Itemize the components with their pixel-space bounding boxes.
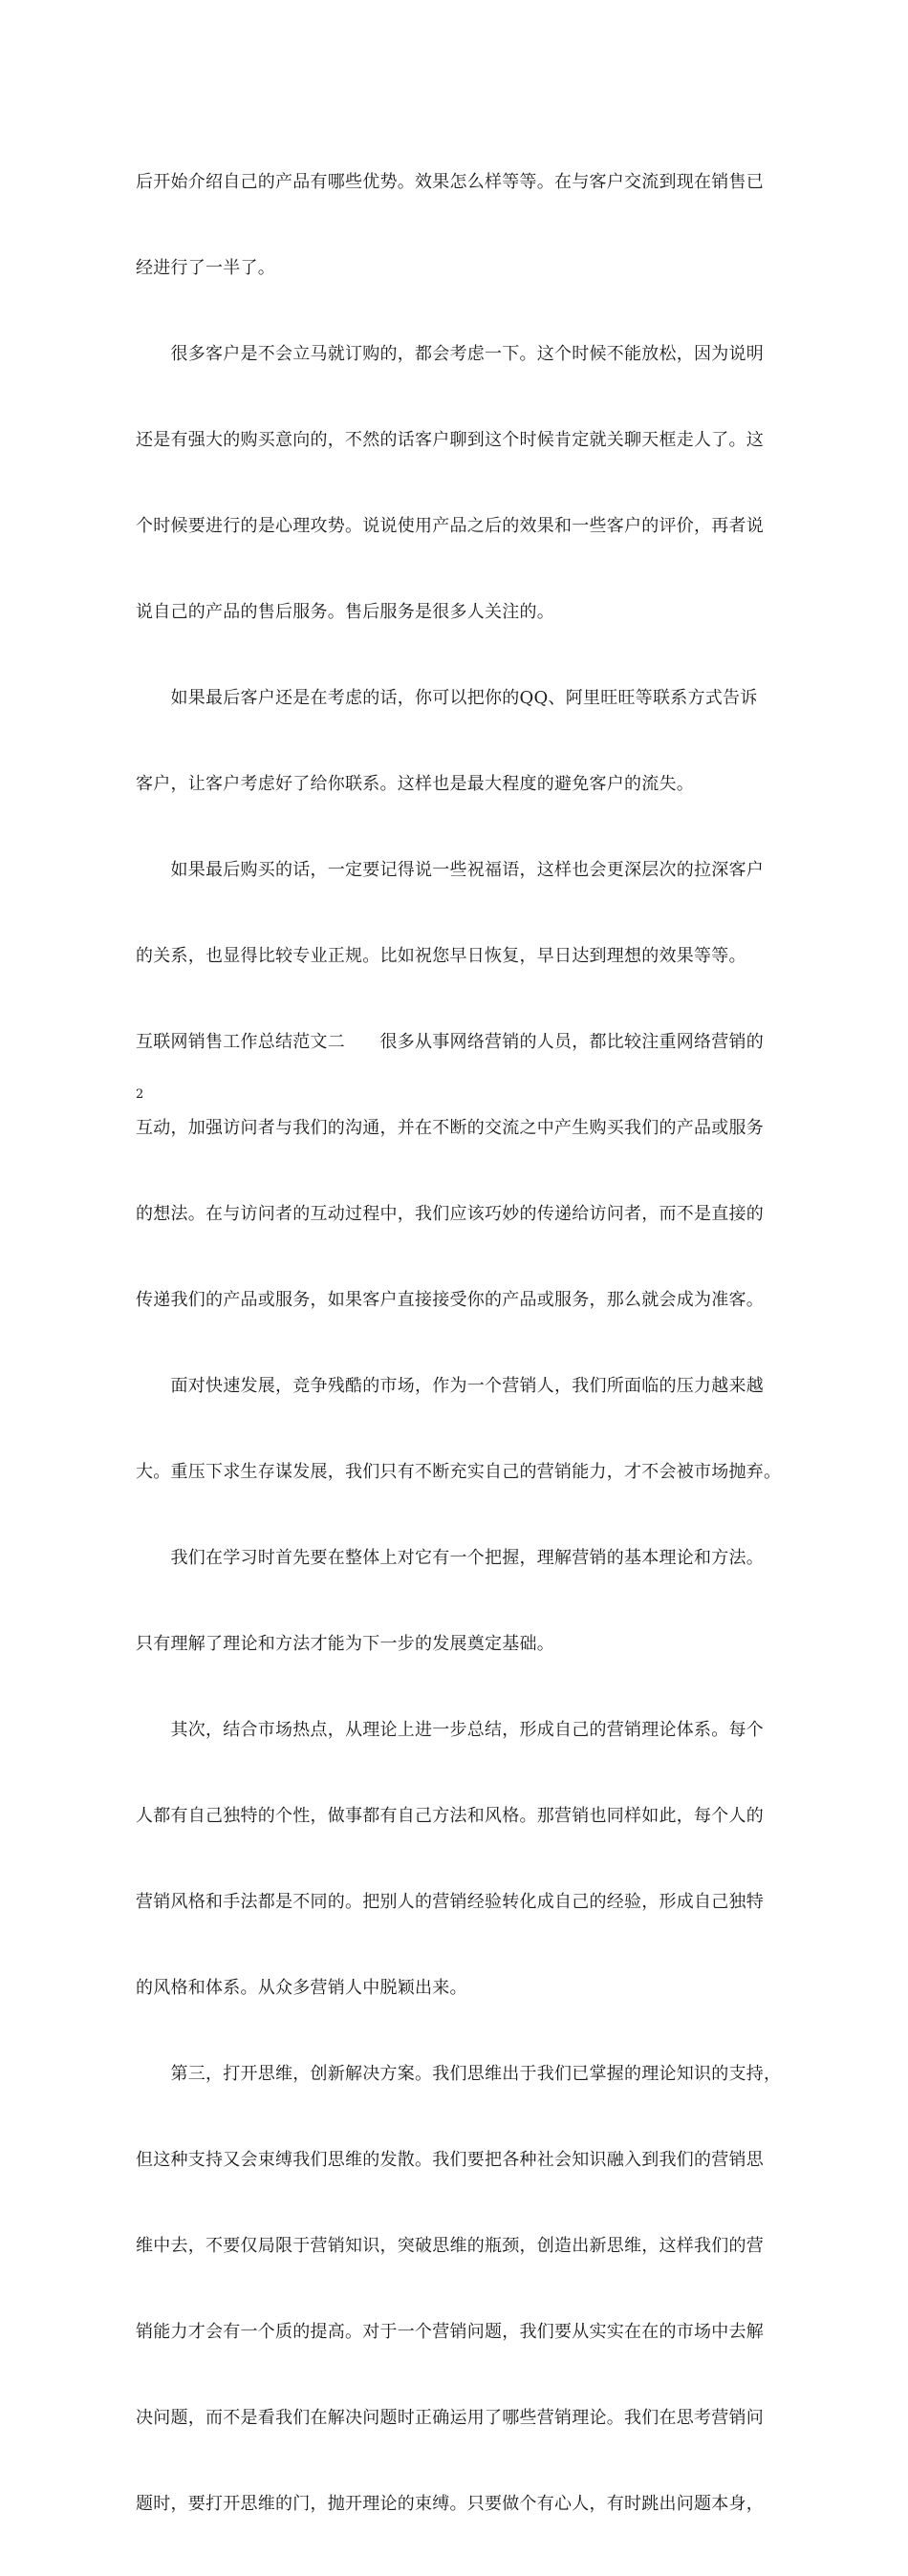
text-line: 但这种支持又会束缚我们思维的发散。我们要把各种社会知识融入到我们的营销思: [136, 2150, 764, 2170]
text-line: 其次，结合市场热点，从理论上进一步总结，形成自己的营销理论体系。每个: [136, 1720, 764, 1740]
text-block: [136, 111, 782, 2576]
text-line: 题时，要打开思维的门，抛开理论的束缚。只要做个有心人，有时跳出问题本身，: [136, 2494, 764, 2514]
text-line: 营销风格和手法都是不同的。把别人的营销经验转化成自己的经验，形成自己独特: [136, 1892, 764, 1912]
text-line: 传递我们的产品或服务，如果客户直接接受你的产品或服务，那么就会成为准客。: [136, 1290, 764, 1310]
body-text: [136, 111, 782, 2576]
text-line: 客户，让客户考虑好了给你联系。这样也是最大程度的避免客户的流失。: [136, 774, 694, 794]
text-line: 如果最后购买的话，一定要记得说一些祝福语，这样也会更深层次的拉深客户: [136, 860, 764, 880]
text-line: 第三，打开思维，创新解决方案。我们思维出于我们已掌握的理论知识的支持，: [136, 2064, 782, 2084]
text-line: 很多客户是不会立马就订购的，都会考虑一下。这个时候不能放松，因为说明: [136, 344, 764, 364]
text-line: 人都有自己独特的个性，做事都有自己方法和风格。那营销也同样如此，每个人的: [136, 1806, 764, 1826]
text-line: 个时候要进行的是心理攻势。说说使用产品之后的效果和一些客户的评价，再者说: [136, 516, 764, 536]
text-line: 的风格和体系。从众多营销人中脱颖出来。: [136, 1978, 467, 1998]
text-line: 互动，加强访问者与我们的沟通，并在不断的交流之中产生购买我们的产品或服务: [136, 1118, 764, 1138]
text-line: 说自己的产品的售后服务。售后服务是很多人关注的。: [136, 602, 554, 622]
section-heading-line: 互联网销售工作总结范文二 很多从事网络营销的人员，都比较注重网络营销的: [136, 1032, 764, 1052]
text-line: 只有理解了理论和方法才能为下一步的发展奠定基础。: [136, 1634, 554, 1654]
text-line: 决问题，而不是看我们在解决问题时正确运用了哪些营销理论。我们在思考营销问: [136, 2408, 764, 2428]
text-line: 如果最后客户还是在考虑的话，你可以把你的QQ、阿里旺旺等联系方式告诉: [136, 688, 758, 708]
text-line: 大。重压下求生存谋发展，我们只有不断充实自己的营销能力，才不会被市场抛弃。: [136, 1462, 782, 1482]
text-line: 面对快速发展，竞争残酷的市场，作为一个营销人，我们所面临的压力越来越: [136, 1376, 764, 1396]
text-line: 经进行了一半了。: [136, 258, 275, 278]
text-line: 的关系，也显得比较专业正规。比如祝您早日恢复，早日达到理想的效果等等。: [136, 946, 746, 966]
text-line: 后开始介绍自己的产品有哪些优势。效果怎么样等等。在与客户交流到现在销售已: [136, 172, 764, 192]
text-line: 我们在学习时首先要在整体上对它有一个把握，理解营销的基本理论和方法。: [136, 1548, 764, 1568]
text-line: 维中去，不要仅局限于营销知识，突破思维的瓶颈，创造出新思维，这样我们的营: [136, 2236, 764, 2256]
text-line: 销能力才会有一个质的提高。对于一个营销问题，我们要从实实在在的市场中去解: [136, 2322, 764, 2342]
text-line: 的想法。在与访问者的互动过程中，我们应该巧妙的传递给访问者，而不是直接的: [136, 1204, 764, 1224]
text-line: 还是有强大的购买意向的，不然的话客户聊到这个时候肯定就关聊天框走人了。这: [136, 430, 764, 450]
page-number: 2: [136, 1087, 144, 1102]
